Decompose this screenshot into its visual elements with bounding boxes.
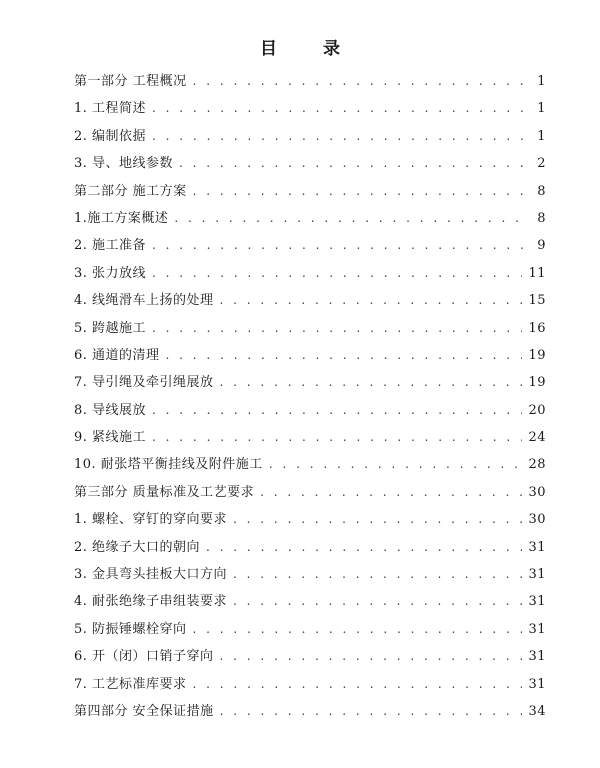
- toc-entry-label: 2. 编制依据: [74, 128, 147, 144]
- dot-leader: [174, 205, 524, 232]
- toc-entry-label: 5. 跨越施工: [74, 320, 147, 336]
- dot-leader: [233, 506, 522, 533]
- toc-entry-label: 1. 工程简述: [74, 101, 147, 117]
- toc-entry-label: 1.施工方案概述: [74, 210, 169, 226]
- toc-entry[interactable]: [74, 479, 546, 506]
- toc-entry[interactable]: [74, 232, 546, 259]
- dot-leader: [179, 150, 524, 177]
- toc-entry-label: 第四部分 安全保证措施: [74, 703, 214, 719]
- toc-entry[interactable]: [74, 534, 546, 561]
- toc-entry-label: 1. 螺栓、穿钉的穿向要求: [74, 512, 228, 528]
- toc-entry-label: 8. 导线展放: [74, 402, 147, 418]
- toc-entry-label: 6. 开（闭）口销子穿向: [74, 649, 214, 665]
- toc-entry-page-number: 11: [528, 265, 546, 281]
- toc-entry-page-number: 31: [528, 649, 546, 665]
- toc-entry-label: 9. 紧线施工: [74, 430, 147, 446]
- toc-entry[interactable]: [74, 451, 546, 478]
- toc-entry[interactable]: [74, 588, 546, 615]
- toc-entry-page-number: 9: [537, 238, 546, 254]
- toc-entry-label: 4. 耐张绝缘子串组装要求: [74, 594, 228, 610]
- dot-leader: [193, 178, 524, 205]
- toc-entry-page-number: 34: [528, 703, 546, 719]
- toc-entry[interactable]: [74, 150, 546, 177]
- page-title: 目 录: [260, 39, 360, 59]
- toc-entry[interactable]: [74, 342, 546, 369]
- toc-entry-label: 7. 工艺标准库要求: [74, 676, 187, 692]
- toc-entry-label: 3. 金具弯头挂板大口方向: [74, 567, 228, 583]
- toc-entry[interactable]: [74, 68, 546, 95]
- toc-entry-page-number: 28: [528, 457, 546, 473]
- toc-entry-label: 7. 导引绳及牵引绳展放: [74, 375, 214, 391]
- toc-entry-page-number: 30: [528, 484, 546, 500]
- toc-entry[interactable]: [74, 95, 546, 122]
- toc-entry-page-number: 31: [528, 676, 546, 692]
- toc-entry-label: 第二部分 施工方案: [74, 183, 187, 199]
- dot-leader: [206, 534, 522, 561]
- dot-leader: [220, 287, 523, 314]
- toc-entry[interactable]: [74, 369, 546, 396]
- toc-entry-label: 第三部分 质量标准及工艺要求: [74, 484, 255, 500]
- toc-entry[interactable]: [74, 397, 546, 424]
- dot-leader: [233, 588, 522, 615]
- toc-entry[interactable]: [74, 260, 546, 287]
- toc-entry-page-number: 19: [528, 375, 546, 391]
- toc-entry[interactable]: [74, 123, 546, 150]
- dot-leader: [152, 95, 524, 122]
- toc-entry[interactable]: [74, 315, 546, 342]
- dot-leader: [193, 671, 523, 698]
- toc-entry-page-number: 2: [537, 156, 546, 172]
- toc-entry-page-number: 31: [528, 621, 546, 637]
- toc-entry[interactable]: [74, 671, 546, 698]
- dot-leader: [152, 260, 522, 287]
- toc-entry-label: 3. 张力放线: [74, 265, 147, 281]
- toc-entry-page-number: 1: [537, 74, 546, 89]
- toc-entry-page-number: 19: [528, 347, 546, 363]
- toc-entry-page-number: 8: [537, 183, 546, 199]
- toc-entry-label: 第一部分 工程概况: [74, 74, 187, 89]
- dot-leader: [220, 369, 523, 396]
- toc-entry-page-number: 31: [528, 594, 546, 610]
- dot-leader: [152, 123, 524, 150]
- dot-leader: [152, 315, 522, 342]
- dot-leader: [193, 616, 523, 643]
- toc-entry-label: 5. 防振锤螺栓穿向: [74, 621, 187, 637]
- toc-entry-page-number: 31: [528, 539, 546, 555]
- toc-entry-page-number: 1: [537, 128, 546, 144]
- toc-entry-page-number: 30: [528, 512, 546, 528]
- toc-entry-page-number: 15: [528, 293, 546, 309]
- toc-entry-page-number: 1: [537, 101, 546, 117]
- toc-entry-page-number: 8: [537, 210, 546, 226]
- dot-leader: [152, 397, 522, 424]
- toc-entry-page-number: 31: [528, 567, 546, 583]
- toc-entry[interactable]: [74, 287, 546, 314]
- toc-entry[interactable]: [74, 506, 546, 533]
- toc-entry[interactable]: [74, 616, 546, 643]
- toc-entry-label: 2. 绝缘子大口的朝向: [74, 539, 201, 555]
- toc-entry[interactable]: [74, 698, 546, 725]
- dot-leader: [152, 424, 522, 451]
- dot-leader: [220, 643, 523, 670]
- toc-entry-label: 4. 线绳滑车上扬的处理: [74, 293, 214, 309]
- toc-entry[interactable]: [74, 643, 546, 670]
- dot-leader: [166, 342, 523, 369]
- toc-entry-page-number: 24: [528, 430, 546, 446]
- toc-entry-page-number: 20: [528, 402, 546, 418]
- toc-entry-label: 3. 导、地线参数: [74, 156, 174, 172]
- dot-leader: [260, 479, 522, 506]
- dot-leader: [193, 68, 524, 95]
- toc-entry-label: 10. 耐张塔平衡挂线及附件施工: [74, 457, 263, 473]
- toc-entry[interactable]: [74, 178, 546, 205]
- toc-entry[interactable]: [74, 205, 546, 232]
- dot-leader: [233, 561, 522, 588]
- dot-leader: [269, 451, 523, 478]
- toc-entry-label: 6. 通道的清理: [74, 347, 160, 363]
- toc-entry[interactable]: [74, 424, 546, 451]
- dot-leader: [152, 232, 524, 259]
- dot-leader: [220, 698, 523, 725]
- toc-entry[interactable]: [74, 561, 546, 588]
- toc-entry-label: 2. 施工准备: [74, 238, 147, 254]
- toc-entry-page-number: 16: [528, 320, 546, 336]
- table-of-contents: [74, 68, 546, 725]
